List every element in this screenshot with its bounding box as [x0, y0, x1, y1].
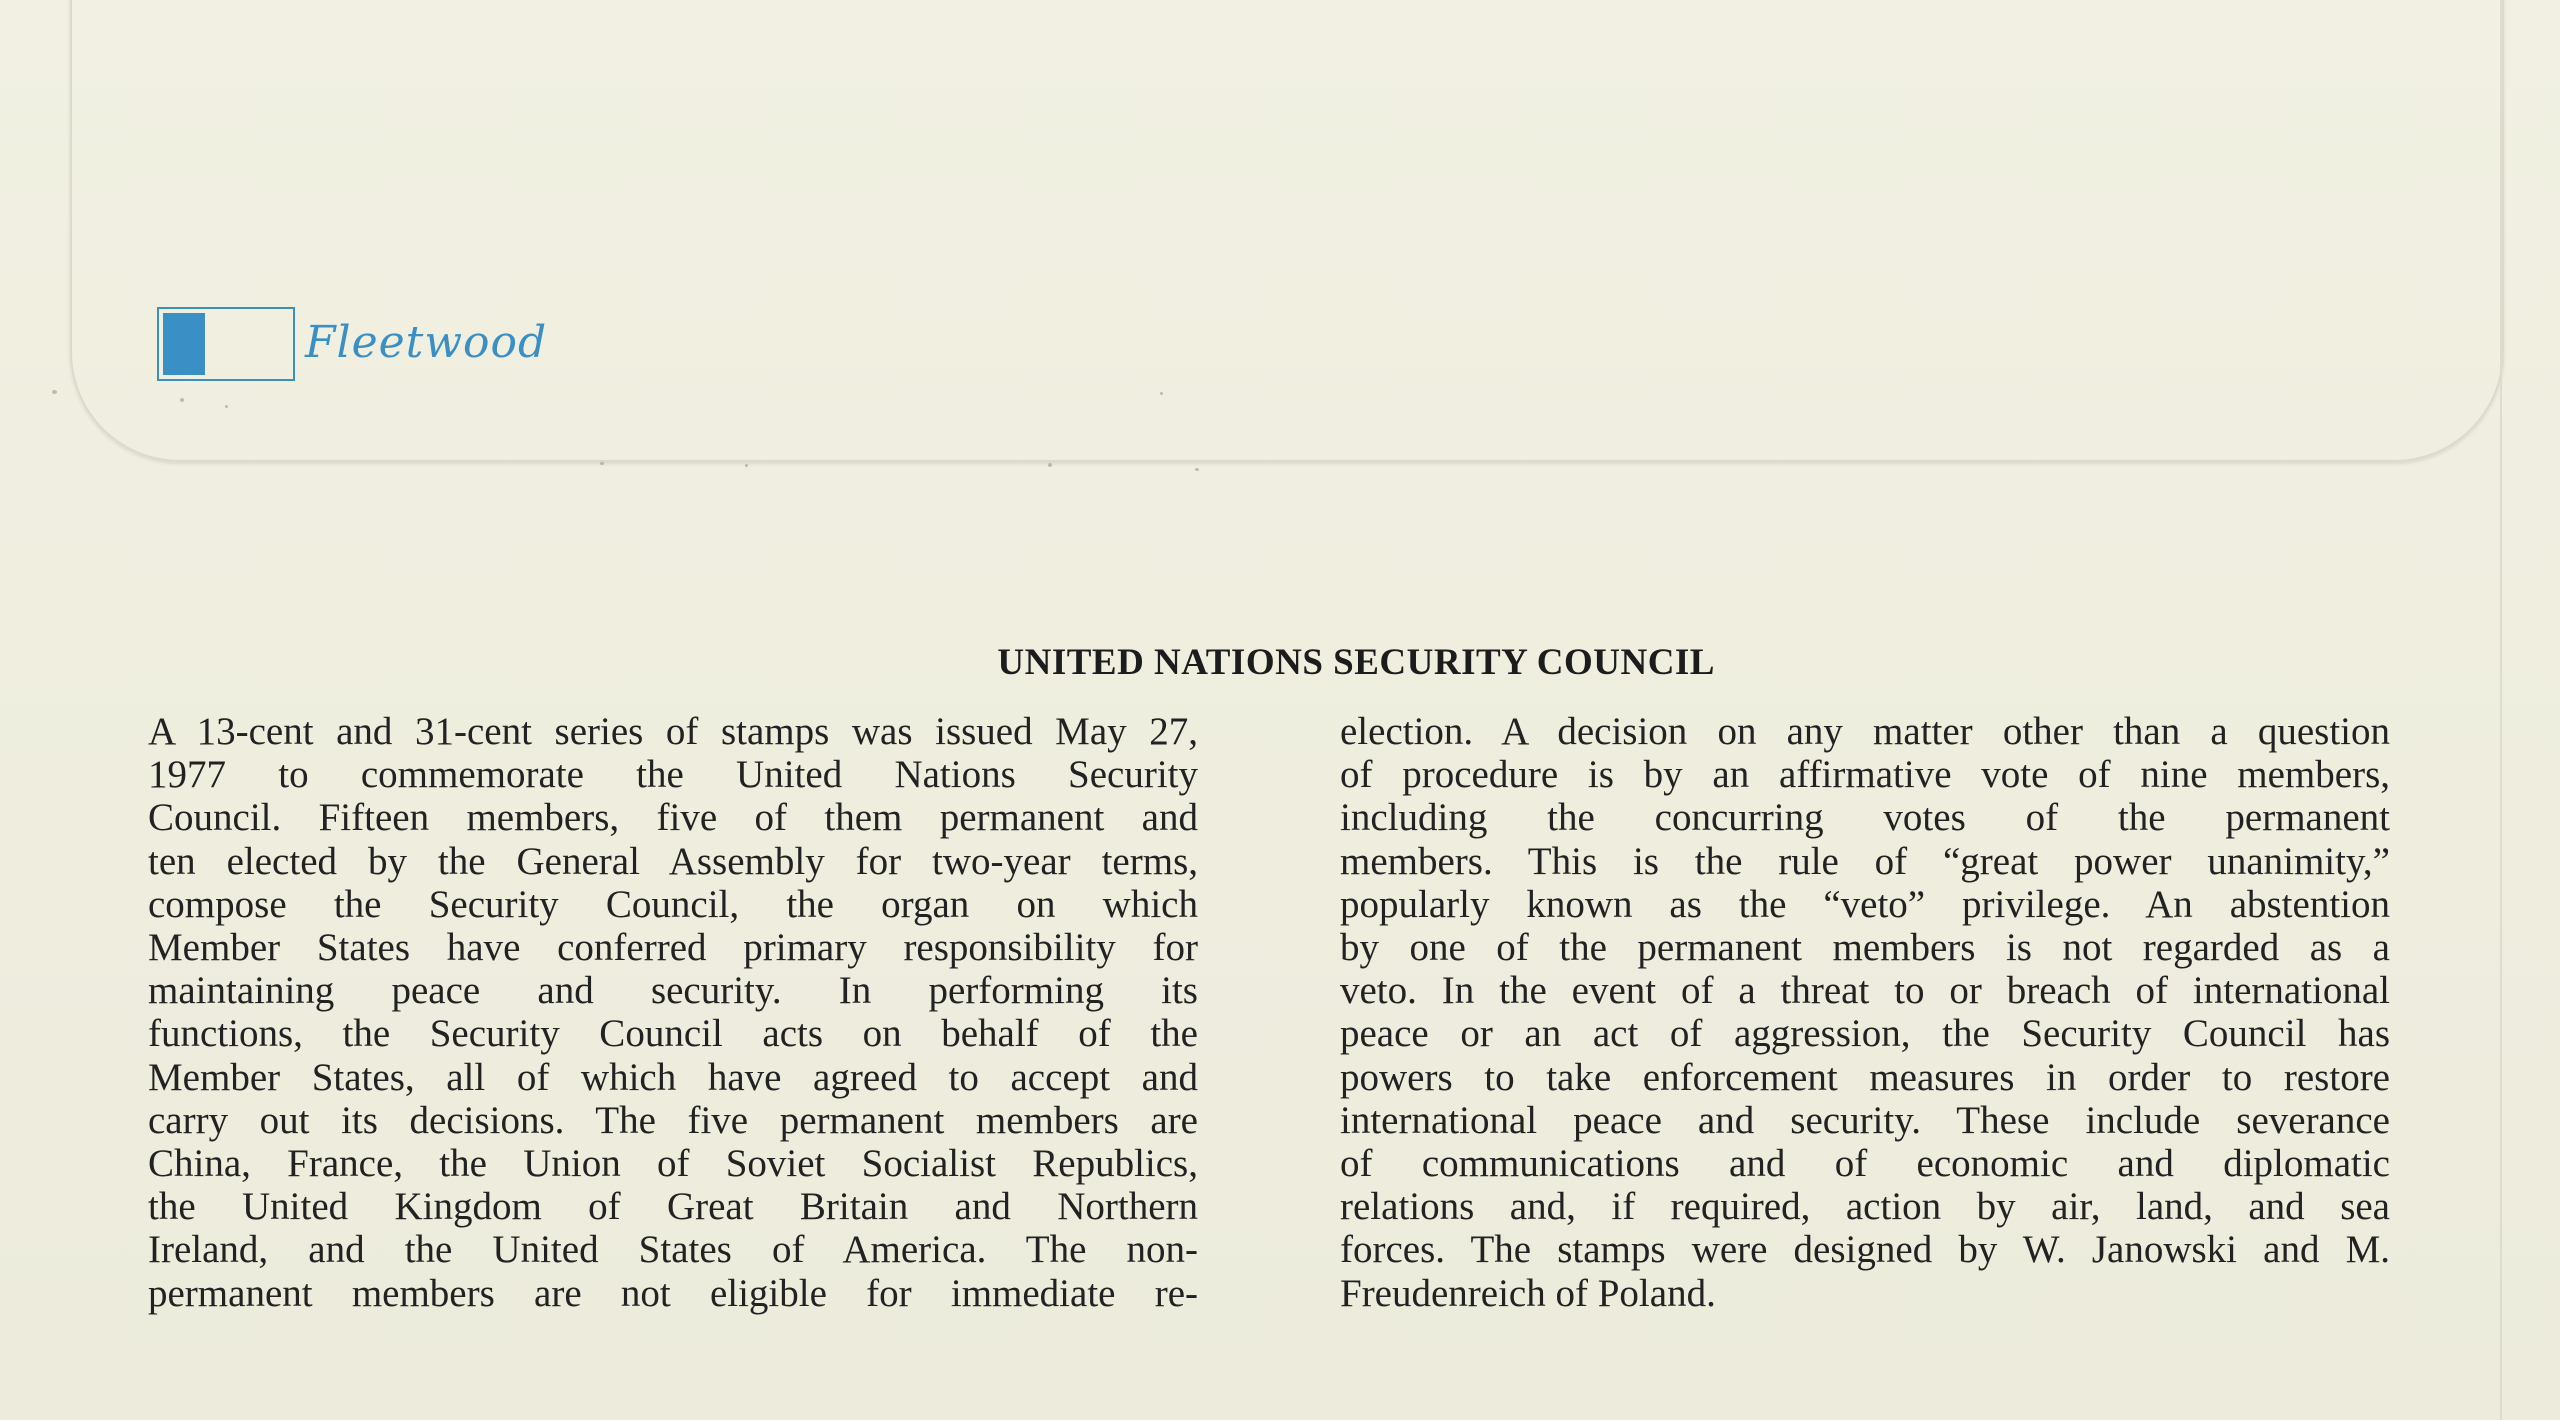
- text-line: including the concurring votes of the permanent: [1340, 796, 2390, 840]
- text-line: powers to take enforcement measures in order to restore: [1340, 1055, 2390, 1099]
- text-line: Member States have conferred primary responsibility for: [148, 926, 1198, 970]
- speck: [1048, 463, 1052, 467]
- text-line: permanent members are not eligible for immediate re-: [148, 1271, 1198, 1315]
- text-line: of procedure is by an affirmative vote of nine members,: [1340, 753, 2390, 797]
- speck: [180, 398, 184, 402]
- logo-fill: [163, 313, 205, 375]
- text-line: the United Kingdom of Great Britain and Northern: [148, 1185, 1198, 1229]
- text-line: Ireland, and the United States of America. The non-: [148, 1228, 1198, 1272]
- text-line: China, France, the Union of Soviet Socialist Republics,: [148, 1142, 1198, 1186]
- text-line: veto. In the event of a threat to or breach of international: [1340, 969, 2390, 1013]
- text-line: maintaining peace and security. In performing its: [148, 969, 1198, 1013]
- text-line: Freudenreich of Poland.: [1340, 1271, 1716, 1315]
- text-line: ten elected by the General Assembly for two-year terms,: [148, 839, 1198, 883]
- text-line: relations and, if required, action by air, land, and sea: [1340, 1185, 2390, 1229]
- text-line: carry out its decisions. The five permanent members are: [148, 1098, 1198, 1142]
- fleetwood-logo: [157, 307, 557, 385]
- article-title: UNITED NATIONS SECURITY COUNCIL: [997, 642, 1715, 683]
- speck: [225, 405, 228, 408]
- speck: [600, 462, 604, 465]
- logo-brand: Fleetwood: [305, 317, 548, 368]
- text-line: international peace and security. These include severance: [1340, 1098, 2390, 1142]
- text-line: of communications and of economic and diplomatic: [1340, 1142, 2390, 1186]
- text-line: peace or an act of aggression, the Security Council has: [1340, 1012, 2390, 1056]
- text-line: Council. Fifteen members, five of them permanent and: [148, 796, 1198, 840]
- envelope-edge: [2500, 0, 2502, 1420]
- text-line: Member States, all of which have agreed to accept and: [148, 1055, 1198, 1099]
- envelope-flap: [70, 0, 2504, 462]
- speck: [745, 464, 748, 467]
- text-line: 1977 to commemorate the United Nations Security: [148, 753, 1198, 797]
- text-line: members. This is the rule of “great power unanimity,”: [1340, 839, 2390, 883]
- text-line: functions, the Security Council acts on behalf of the: [148, 1012, 1198, 1056]
- speck: [1195, 468, 1199, 471]
- text-line: election. A decision on any matter other than a question: [1340, 710, 2390, 753]
- logo-box: [157, 307, 295, 381]
- text-line: A 13-cent and 31-cent series of stamps was issued May 27,: [148, 710, 1198, 753]
- text-line: compose the Security Council, the organ on which: [148, 882, 1198, 926]
- text-line: by one of the permanent members is not regarded as a: [1340, 926, 2390, 970]
- speck: [52, 390, 57, 394]
- text-line: popularly known as the “veto” privilege. An abstention: [1340, 882, 2390, 926]
- left-column: [148, 710, 1198, 1315]
- speck: [1160, 392, 1163, 395]
- text-line: forces. The stamps were designed by W. Janowski and M.: [1340, 1228, 2390, 1272]
- right-column: [1340, 710, 2390, 1315]
